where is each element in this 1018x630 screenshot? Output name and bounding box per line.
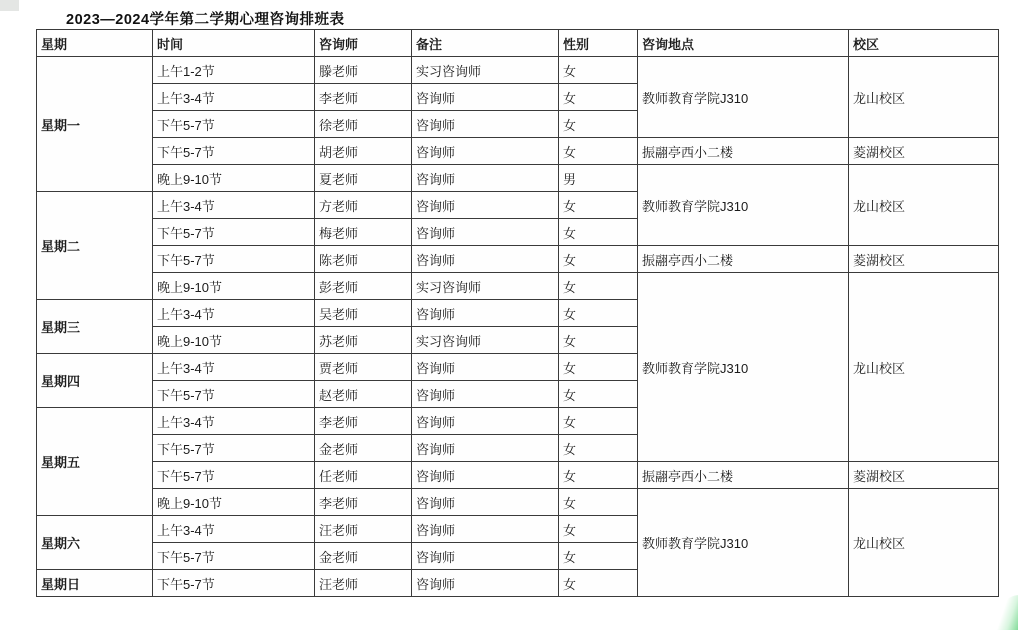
time-cell: 上午3-4节 — [153, 84, 315, 111]
time-cell: 上午3-4节 — [153, 408, 315, 435]
gender-cell: 女 — [559, 354, 638, 381]
gender-cell: 女 — [559, 327, 638, 354]
gender-cell: 女 — [559, 435, 638, 462]
counselor-cell: 金老师 — [315, 543, 412, 570]
counselor-cell: 李老师 — [315, 84, 412, 111]
campus-cell: 龙山校区 — [849, 57, 999, 138]
location-cell: 教师教育学院J310 — [638, 273, 849, 462]
counselor-cell: 汪老师 — [315, 516, 412, 543]
time-cell: 上午1-2节 — [153, 57, 315, 84]
time-cell: 下午5-7节 — [153, 138, 315, 165]
gender-cell: 女 — [559, 543, 638, 570]
time-cell: 下午5-7节 — [153, 219, 315, 246]
counselor-cell: 赵老师 — [315, 381, 412, 408]
time-cell: 下午5-7节 — [153, 435, 315, 462]
note-cell: 咨询师 — [412, 435, 559, 462]
table-row — [37, 273, 999, 300]
note-cell: 咨询师 — [412, 489, 559, 516]
counselor-cell: 徐老师 — [315, 111, 412, 138]
gender-cell: 女 — [559, 570, 638, 597]
location-cell: 振翮亭西小二楼 — [638, 246, 849, 273]
col-header-location: 咨询地点 — [638, 30, 849, 57]
time-cell: 下午5-7节 — [153, 543, 315, 570]
gender-cell: 女 — [559, 408, 638, 435]
header-row — [37, 30, 999, 57]
note-cell: 咨询师 — [412, 219, 559, 246]
time-cell: 晚上9-10节 — [153, 273, 315, 300]
day-cell: 星期四 — [37, 354, 153, 408]
counselor-cell: 金老师 — [315, 435, 412, 462]
counselor-cell: 滕老师 — [315, 57, 412, 84]
time-cell: 下午5-7节 — [153, 111, 315, 138]
time-cell: 上午3-4节 — [153, 300, 315, 327]
note-cell: 咨询师 — [412, 570, 559, 597]
time-cell: 下午5-7节 — [153, 570, 315, 597]
gender-cell: 女 — [559, 300, 638, 327]
campus-cell: 龙山校区 — [849, 273, 999, 462]
location-cell: 振翮亭西小二楼 — [638, 138, 849, 165]
page-title: 2023—2024学年第二学期心理咨询排班表 — [66, 12, 345, 28]
day-cell: 星期二 — [37, 192, 153, 300]
counselor-cell: 汪老师 — [315, 570, 412, 597]
col-header-counselor: 咨询师 — [315, 30, 412, 57]
counselor-cell: 方老师 — [315, 192, 412, 219]
col-header-campus: 校区 — [849, 30, 999, 57]
counselor-cell: 苏老师 — [315, 327, 412, 354]
campus-cell: 菱湖校区 — [849, 246, 999, 273]
time-cell: 下午5-7节 — [153, 462, 315, 489]
campus-cell: 龙山校区 — [849, 165, 999, 246]
gender-cell: 女 — [559, 489, 638, 516]
time-cell: 晚上9-10节 — [153, 327, 315, 354]
gender-cell: 女 — [559, 273, 638, 300]
counselor-cell: 夏老师 — [315, 165, 412, 192]
counselor-cell: 彭老师 — [315, 273, 412, 300]
note-cell: 咨询师 — [412, 138, 559, 165]
note-cell: 咨询师 — [412, 300, 559, 327]
counselor-cell: 陈老师 — [315, 246, 412, 273]
day-cell: 星期日 — [37, 570, 153, 597]
gender-cell: 女 — [559, 381, 638, 408]
corner-decor-block — [0, 0, 19, 11]
note-cell: 咨询师 — [412, 354, 559, 381]
counselor-cell: 贾老师 — [315, 354, 412, 381]
location-cell: 教师教育学院J310 — [638, 57, 849, 138]
gender-cell: 女 — [559, 192, 638, 219]
col-header-note: 备注 — [412, 30, 559, 57]
note-cell: 咨询师 — [412, 192, 559, 219]
gender-cell: 女 — [559, 219, 638, 246]
campus-cell: 菱湖校区 — [849, 462, 999, 489]
note-cell: 咨询师 — [412, 246, 559, 273]
gender-cell: 女 — [559, 246, 638, 273]
note-cell: 咨询师 — [412, 84, 559, 111]
table-row — [37, 138, 999, 165]
campus-cell: 菱湖校区 — [849, 138, 999, 165]
table-row — [37, 462, 999, 489]
gender-cell: 女 — [559, 84, 638, 111]
day-cell: 星期五 — [37, 408, 153, 516]
schedule-table — [36, 29, 999, 597]
time-cell: 下午5-7节 — [153, 246, 315, 273]
day-cell: 星期一 — [37, 57, 153, 192]
table-row — [37, 57, 999, 84]
col-header-day: 星期 — [37, 30, 153, 57]
col-header-time: 时间 — [153, 30, 315, 57]
table-row — [37, 489, 999, 516]
table-row — [37, 165, 999, 192]
counselor-cell: 吴老师 — [315, 300, 412, 327]
time-cell: 上午3-4节 — [153, 516, 315, 543]
note-cell: 实习咨询师 — [412, 327, 559, 354]
counselor-cell: 李老师 — [315, 489, 412, 516]
day-cell: 星期三 — [37, 300, 153, 354]
time-cell: 上午3-4节 — [153, 354, 315, 381]
gender-cell: 女 — [559, 462, 638, 489]
counselor-cell: 胡老师 — [315, 138, 412, 165]
day-cell: 星期六 — [37, 516, 153, 570]
col-header-gender: 性别 — [559, 30, 638, 57]
gender-cell: 男 — [559, 165, 638, 192]
note-cell: 咨询师 — [412, 543, 559, 570]
counselor-cell: 任老师 — [315, 462, 412, 489]
note-cell: 咨询师 — [412, 165, 559, 192]
gender-cell: 女 — [559, 111, 638, 138]
table-row — [37, 246, 999, 273]
note-cell: 咨询师 — [412, 381, 559, 408]
gender-cell: 女 — [559, 138, 638, 165]
counselor-cell: 梅老师 — [315, 219, 412, 246]
location-cell: 教师教育学院J310 — [638, 489, 849, 597]
note-cell: 咨询师 — [412, 111, 559, 138]
note-cell: 咨询师 — [412, 408, 559, 435]
leaf-decor-icon — [993, 594, 1018, 630]
campus-cell: 龙山校区 — [849, 489, 999, 597]
note-cell: 实习咨询师 — [412, 273, 559, 300]
location-cell: 振翮亭西小二楼 — [638, 462, 849, 489]
time-cell: 下午5-7节 — [153, 381, 315, 408]
time-cell: 晚上9-10节 — [153, 489, 315, 516]
location-cell: 教师教育学院J310 — [638, 165, 849, 246]
counselor-cell: 李老师 — [315, 408, 412, 435]
note-cell: 咨询师 — [412, 516, 559, 543]
note-cell: 实习咨询师 — [412, 57, 559, 84]
time-cell: 上午3-4节 — [153, 192, 315, 219]
gender-cell: 女 — [559, 516, 638, 543]
gender-cell: 女 — [559, 57, 638, 84]
time-cell: 晚上9-10节 — [153, 165, 315, 192]
note-cell: 咨询师 — [412, 462, 559, 489]
